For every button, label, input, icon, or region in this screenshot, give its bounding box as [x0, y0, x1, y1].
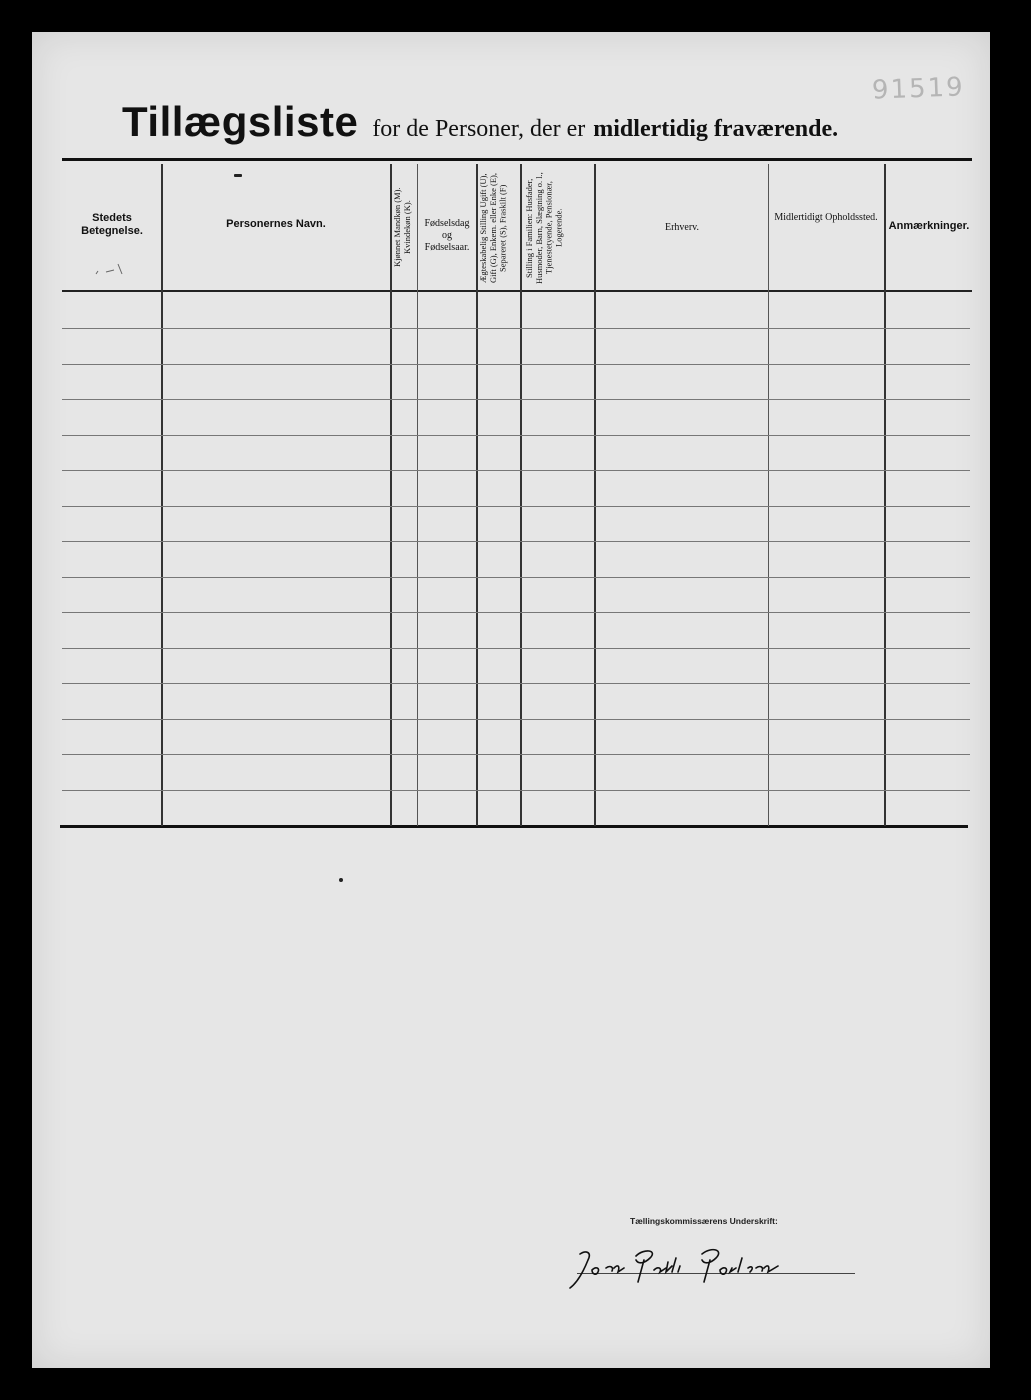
column-divider	[884, 164, 886, 826]
column-divider	[417, 164, 418, 826]
title-plain: for de Personer, der er	[372, 116, 586, 142]
column-divider	[594, 164, 596, 826]
header-name: Personernes Navn.	[226, 218, 326, 230]
table-row-line	[62, 612, 970, 613]
title-main: Tillægsliste	[122, 98, 359, 145]
table-row-line	[62, 754, 970, 755]
header-rule	[62, 290, 972, 292]
table-row-line	[62, 790, 970, 791]
signature-label: Tællingskommissærens Underskrift:	[630, 1216, 778, 1226]
table-row-line	[62, 399, 970, 400]
table-row-line	[62, 719, 970, 720]
title-bold: midlertidig fraværende.	[593, 116, 839, 142]
header-sex: Kjønnet Mandkøn (M). Kvindekøn (K).	[392, 187, 412, 267]
table-row-line	[62, 364, 970, 365]
form-title	[122, 98, 942, 146]
column-divider	[768, 164, 769, 826]
header-remarks: Anmærkninger.	[888, 220, 970, 232]
ink-speck	[339, 878, 343, 882]
header-birth: Fødselsdag og Fødselsaar.	[424, 218, 470, 253]
census-form-sheet	[32, 32, 990, 1368]
header-temp-residence: Midlertidigt Opholdssted.	[774, 212, 878, 223]
archive-number: 91519	[871, 72, 966, 106]
table-row-line	[62, 683, 970, 684]
column-divider	[161, 164, 163, 826]
header-occupation: Erhverv.	[664, 222, 700, 233]
header-marital: Ægteskabelig Stilling Ugift (U), Gift (G), Enkem. eller Enke (E), Separeret (S), Fraskilt (F)	[478, 173, 508, 283]
table-row-line	[62, 435, 970, 436]
header-family: Stilling i Familien: Husfader, Husmoder, Barn, Slægtning o. l., Tjenestetyende, Pensionær, Logerende.	[524, 172, 564, 284]
bottom-rule	[60, 825, 968, 828]
table-row-line	[62, 541, 970, 542]
table-row-line	[62, 506, 970, 507]
table-row-line	[62, 328, 970, 329]
column-divider	[520, 164, 522, 826]
table-row-line	[62, 648, 970, 649]
ink-marks	[92, 260, 132, 280]
handwritten-signature	[562, 1242, 802, 1292]
top-rule	[62, 158, 972, 161]
table-row-line	[62, 470, 970, 471]
ink-speck	[234, 174, 242, 177]
header-place: Stedets Betegnelse.	[81, 212, 143, 238]
table-row-line	[62, 577, 970, 578]
